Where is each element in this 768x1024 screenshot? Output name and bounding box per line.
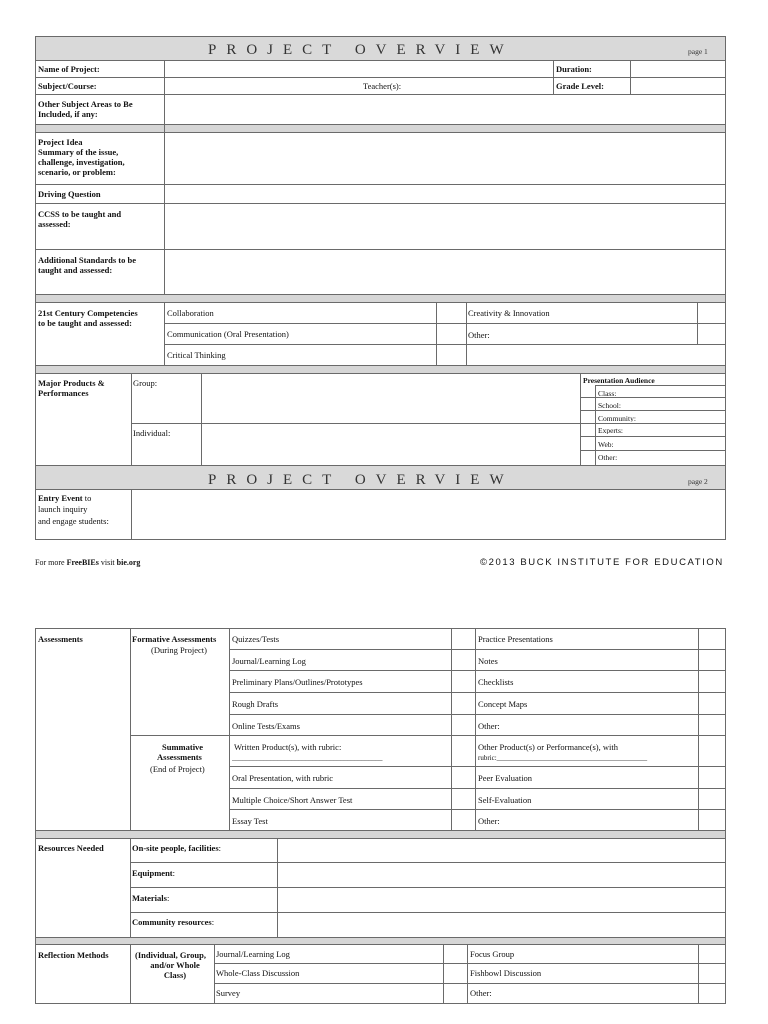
- grade-level-field[interactable]: [631, 78, 724, 94]
- reflection-whole-class: Whole-Class Discussion: [216, 968, 300, 978]
- creativity-label: Creativity & Innovation: [468, 308, 550, 318]
- checkbox-peer[interactable]: [699, 767, 724, 788]
- name-of-project-label: Name of Project:: [38, 64, 100, 74]
- checkbox-online-tests[interactable]: [452, 715, 474, 735]
- summative-sub: (End of Project): [150, 764, 205, 774]
- community-field[interactable]: [278, 913, 724, 937]
- assessment-item-preliminary: Preliminary Plans/Outlines/Prototypes: [232, 677, 363, 687]
- page2-page-label: page 2: [688, 477, 708, 486]
- communication-checkbox[interactable]: [437, 324, 465, 344]
- checkbox-quizzes[interactable]: [452, 629, 474, 649]
- summative-label-2: Assessments: [157, 752, 202, 762]
- page1-page-label: page 1: [688, 47, 708, 56]
- summative-label-1: Summative: [162, 742, 204, 752]
- name-of-project-field[interactable]: [165, 61, 553, 77]
- audience-community-checkbox[interactable]: [581, 411, 594, 422]
- reflection-sub-2: and/or Whole: [150, 960, 200, 970]
- onsite-field[interactable]: [278, 839, 724, 862]
- reflection-focus-group: Focus Group: [470, 949, 515, 959]
- audience-other-checkbox[interactable]: [581, 451, 594, 464]
- checkbox-reflection-survey[interactable]: [444, 984, 466, 1003]
- collaboration-checkbox[interactable]: [437, 303, 465, 323]
- reflection-sub-3: Class): [163, 970, 187, 980]
- teachers-label: Teacher(s):: [363, 81, 402, 91]
- assessment-item-practice: Practice Presentations: [478, 634, 553, 644]
- formative-sub: (During Project): [151, 645, 207, 655]
- checkbox-concept-maps[interactable]: [699, 693, 724, 714]
- competencies-label-2: to be taught and assessed:: [38, 318, 132, 328]
- onsite-label: On-site people, facilities:: [132, 843, 222, 853]
- driving-question-field[interactable]: [165, 185, 724, 203]
- assessment-item-oral: Oral Presentation, with rubric: [232, 773, 334, 783]
- individual-products-field[interactable]: [202, 424, 579, 465]
- assessment-item-rough-drafts: Rough Drafts: [232, 699, 279, 709]
- teachers-field[interactable]: [410, 78, 553, 94]
- ccss-field[interactable]: [165, 204, 724, 249]
- checkbox-reflection-fishbowl[interactable]: [699, 964, 724, 983]
- group-products-field[interactable]: [202, 374, 579, 423]
- assessment-item-other-2: Other:: [478, 816, 500, 826]
- assessment-item-notes: Notes: [478, 656, 498, 666]
- subject-course-label: Subject/Course:: [38, 81, 97, 91]
- community-resources-label: Community resources:: [132, 917, 215, 927]
- ccss-label-2: assessed:: [38, 219, 71, 229]
- audience-web: Web:: [598, 440, 614, 448]
- project-idea-label: Project Idea: [38, 137, 83, 147]
- checkbox-oral[interactable]: [452, 767, 474, 788]
- assessment-item-written: Written Product(s), with rubric:: [234, 742, 342, 752]
- project-idea-sub-1: Summary of the issue,: [38, 147, 119, 157]
- reflection-label: Reflection Methods: [38, 950, 109, 960]
- other-subject-field[interactable]: [165, 95, 724, 124]
- group-label: Group:: [133, 378, 158, 388]
- assessment-item-peer: Peer Evaluation: [478, 773, 533, 783]
- footer-copyright: ©2013 BUCK INSTITUTE FOR EDUCATION: [480, 557, 724, 568]
- audience-experts-checkbox[interactable]: [581, 424, 594, 435]
- checkbox-notes[interactable]: [699, 650, 724, 670]
- entry-event-sub-1: launch inquiry: [38, 504, 88, 514]
- entry-event-sub-2: and engage students:: [38, 516, 109, 526]
- resources-label: Resources Needed: [38, 843, 104, 853]
- additional-standards-label-2: taught and assessed:: [38, 265, 113, 275]
- audience-community: Community:: [598, 414, 636, 422]
- entry-event-field[interactable]: [132, 490, 724, 539]
- reflection-survey: Survey: [216, 988, 241, 998]
- individual-label: Individual:: [133, 428, 171, 438]
- communication-label: Communication (Oral Presentation): [167, 329, 289, 339]
- assessment-item-journal: Journal/Learning Log: [232, 656, 306, 666]
- other-subject-label-2: Included, if any:: [38, 109, 98, 119]
- assessment-item-online-tests: Online Tests/Exams: [232, 721, 300, 731]
- assessment-written-blank: ___________________________________________: [232, 754, 383, 762]
- project-idea-field[interactable]: [165, 133, 724, 184]
- checkbox-reflection-whole-class[interactable]: [444, 964, 466, 983]
- checkbox-reflection-focus[interactable]: [699, 945, 724, 963]
- checkbox-preliminary[interactable]: [452, 671, 474, 692]
- audience-header: Presentation Audience: [583, 376, 655, 383]
- checkbox-rough-drafts[interactable]: [452, 693, 474, 714]
- checkbox-reflection-journal[interactable]: [444, 945, 466, 963]
- project-idea-sub-3: scenario, or problem:: [38, 167, 116, 177]
- duration-label: Duration:: [556, 64, 592, 74]
- competency-other-label: Other:: [468, 330, 490, 340]
- reflection-fishbowl: Fishbowl Discussion: [470, 968, 542, 978]
- page1-title: PROJECT OVERVIEW: [208, 42, 514, 58]
- audience-school: School:: [598, 401, 621, 409]
- additional-standards-field[interactable]: [165, 250, 724, 294]
- ccss-label-1: CCSS to be taught and: [38, 209, 122, 219]
- audience-school-checkbox[interactable]: [581, 398, 594, 409]
- collaboration-label: Collaboration: [167, 308, 214, 318]
- assessments-label: Assessments: [38, 634, 83, 644]
- checkbox-written[interactable]: [452, 736, 474, 766]
- audience-class-checkbox[interactable]: [581, 386, 594, 397]
- major-products-label-1: Major Products &: [38, 378, 105, 388]
- audience-web-checkbox[interactable]: [581, 437, 594, 448]
- formative-label: Formative Assessments: [132, 634, 217, 644]
- assessment-rubric-line: rubric:___________________________________________: [478, 754, 648, 762]
- other-subject-label-1: Other Subject Areas to Be: [38, 99, 133, 109]
- assessment-item-self: Self-Evaluation: [478, 795, 532, 805]
- assessment-item-checklists: Checklists: [478, 677, 514, 687]
- reflection-sub-1: (Individual, Group,: [135, 950, 206, 960]
- grade-level-label: Grade Level:: [556, 81, 604, 91]
- checkbox-other-2[interactable]: [699, 810, 724, 830]
- materials-label: Materials:: [132, 893, 170, 903]
- audience-experts: Experts:: [598, 426, 623, 434]
- assessment-item-multiple-choice: Multiple Choice/Short Answer Test: [232, 795, 353, 805]
- checkbox-journal[interactable]: [452, 650, 474, 670]
- duration-field[interactable]: [631, 61, 724, 77]
- creativity-checkbox[interactable]: [698, 303, 724, 323]
- subject-course-field[interactable]: [165, 78, 360, 94]
- reflection-other: Other:: [470, 988, 492, 998]
- additional-standards-label-1: Additional Standards to be: [38, 255, 137, 265]
- checkbox-practice[interactable]: [699, 629, 724, 649]
- entry-event-label: Entry Event to: [38, 493, 92, 503]
- driving-question-label: Driving Question: [38, 189, 101, 199]
- assessment-item-essay: Essay Test: [232, 816, 268, 826]
- checkbox-other-1[interactable]: [699, 715, 724, 735]
- checkbox-multiple-choice[interactable]: [452, 789, 474, 809]
- assessment-item-quizzes: Quizzes/Tests: [232, 634, 280, 644]
- project-idea-sub-2: challenge, investigation,: [38, 157, 125, 167]
- checkbox-reflection-other[interactable]: [699, 984, 724, 1003]
- materials-field[interactable]: [278, 888, 724, 912]
- assessment-item-other-1: Other:: [478, 721, 500, 731]
- competency-other-checkbox[interactable]: [698, 324, 724, 344]
- equipment-label: Equipment:: [132, 868, 175, 878]
- assessment-item-other-products: Other Product(s) or Performance(s), with: [478, 742, 618, 752]
- critical-thinking-checkbox[interactable]: [437, 345, 465, 365]
- page2-title: PROJECT OVERVIEW: [208, 472, 514, 488]
- competencies-label-1: 21st Century Competencies: [38, 308, 138, 318]
- major-products-label-2: Performances: [38, 388, 89, 398]
- reflection-journal: Journal/Learning Log: [216, 949, 290, 959]
- checkbox-other-products[interactable]: [699, 736, 724, 766]
- assessment-item-concept-maps: Concept Maps: [478, 699, 528, 709]
- checkbox-self[interactable]: [699, 789, 724, 809]
- equipment-field[interactable]: [278, 863, 724, 887]
- critical-thinking-label: Critical Thinking: [167, 350, 226, 360]
- checkbox-essay[interactable]: [452, 810, 474, 830]
- checkbox-checklists[interactable]: [699, 671, 724, 692]
- audience-other: Other:: [598, 453, 618, 461]
- audience-class: Class:: [598, 389, 617, 397]
- footer-freebies: For more FreeBIEs visit bie.org: [35, 558, 141, 567]
